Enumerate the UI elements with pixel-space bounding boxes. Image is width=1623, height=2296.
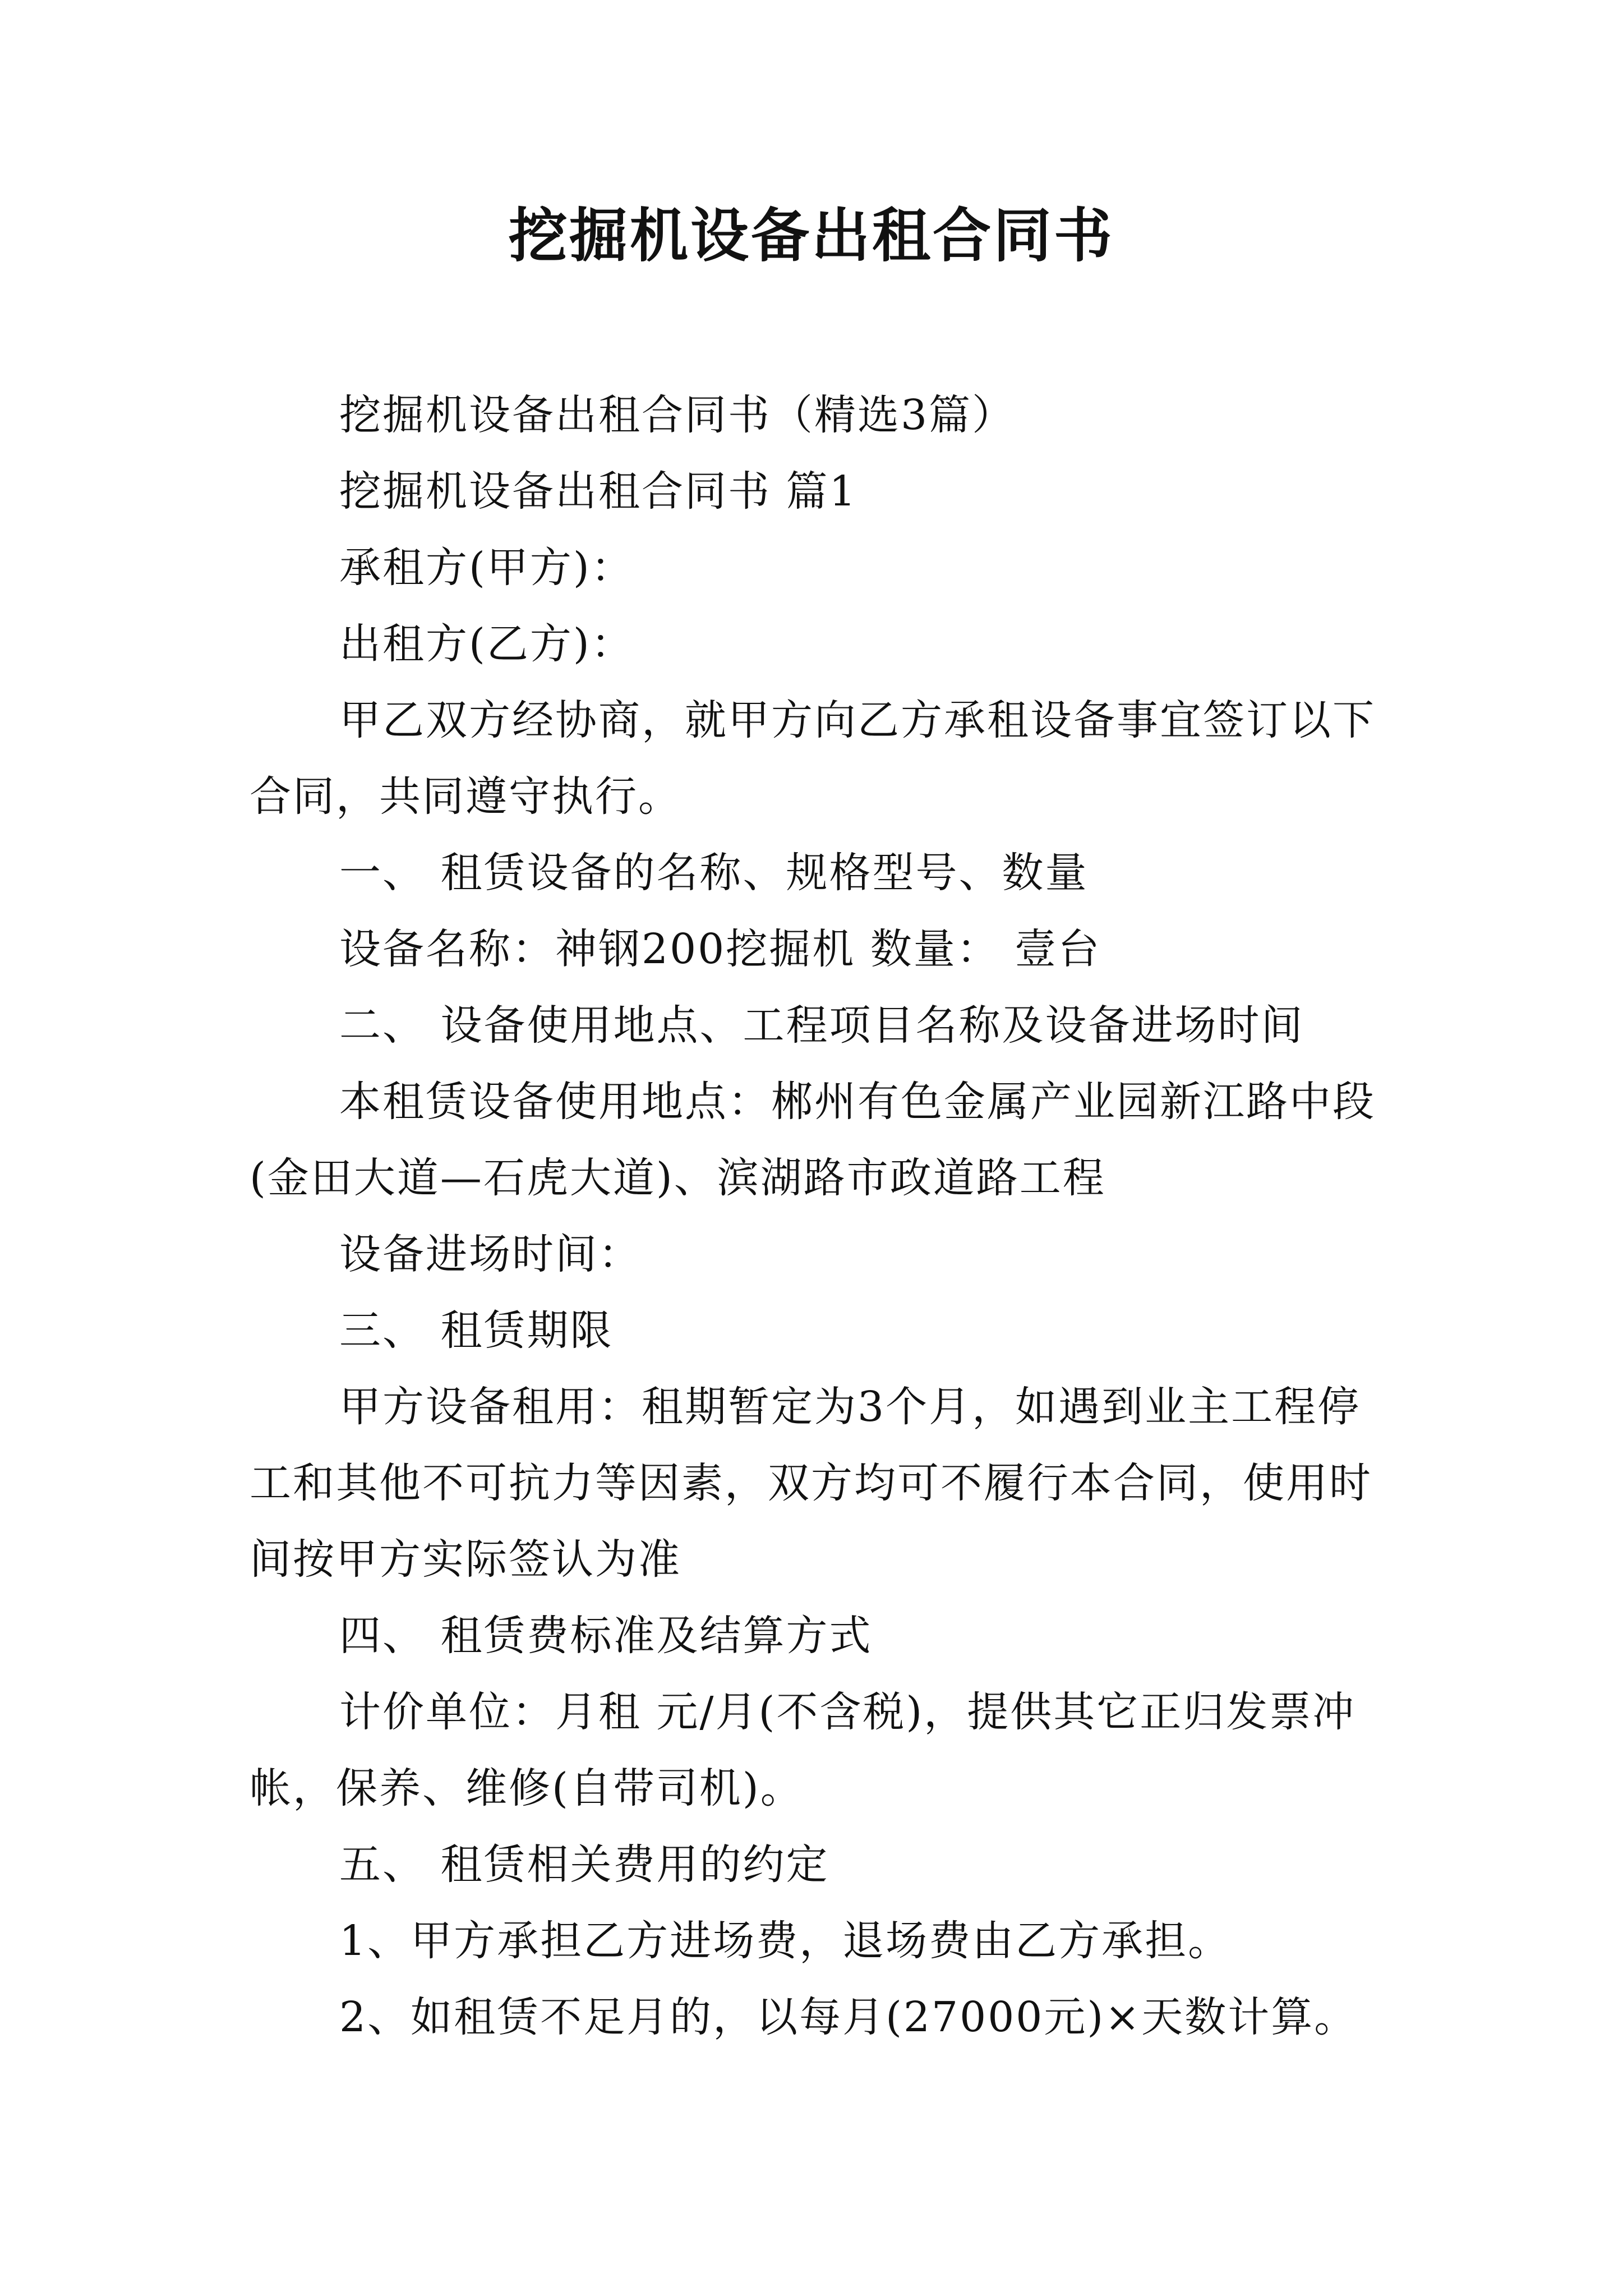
paragraph: 2、如租赁不足月的，以每月(27000元)×天数计算。 [339, 1993, 1358, 2041]
section-heading: 五、 租赁相关费用的约定 [339, 1841, 829, 1889]
paragraph: 设备进场时间： [339, 1230, 642, 1278]
paragraph: 挖掘机设备出租合同书（精选3篇） [339, 391, 1016, 439]
paragraph: 承租方(甲方)： [339, 544, 634, 592]
paragraph: 出租方(乙方)： [339, 620, 634, 668]
section-heading: 三、 租赁期限 [339, 1306, 614, 1355]
paragraph: 挖掘机设备出租合同书 篇1 [339, 467, 857, 516]
paragraph: 设备名称：神钢200挖掘机 数量： 壹台 [339, 925, 1101, 973]
section-heading: 二、 设备使用地点、工程项目名称及设备进场时间 [339, 1001, 1304, 1050]
paragraph: 甲乙双方经协商，就甲方向乙方承租设备事宜签订以下合同，共同遵守执行。 [250, 696, 1376, 821]
section-heading: 一、 租赁设备的名称、规格型号、数量 [339, 849, 1089, 897]
paragraph: 甲方设备租用：租期暂定为3个月，如遇到业主工程停工和其他不可抗力等因素，双方均可不履行本合同，使用时间按甲方实际签认为准 [250, 1383, 1372, 1584]
document-body [250, 377, 1382, 2055]
paragraph: 本租赁设备使用地点：郴州有色金属产业园新江路中段(金田大道—石虎大道)、滨湖路市政道路工程 [250, 1078, 1376, 1202]
paragraph: 计价单位：月租 元/月(不含税)，提供其它正归发票冲帐，保养、维修(自带司机)。 [250, 1688, 1356, 1812]
document-title: 挖掘机设备出租合同书 [508, 201, 1114, 270]
paragraph: 1、甲方承担乙方进场费，退场费由乙方承担。 [339, 1917, 1232, 1965]
section-heading: 四、 租赁费标准及结算方式 [339, 1612, 873, 1660]
